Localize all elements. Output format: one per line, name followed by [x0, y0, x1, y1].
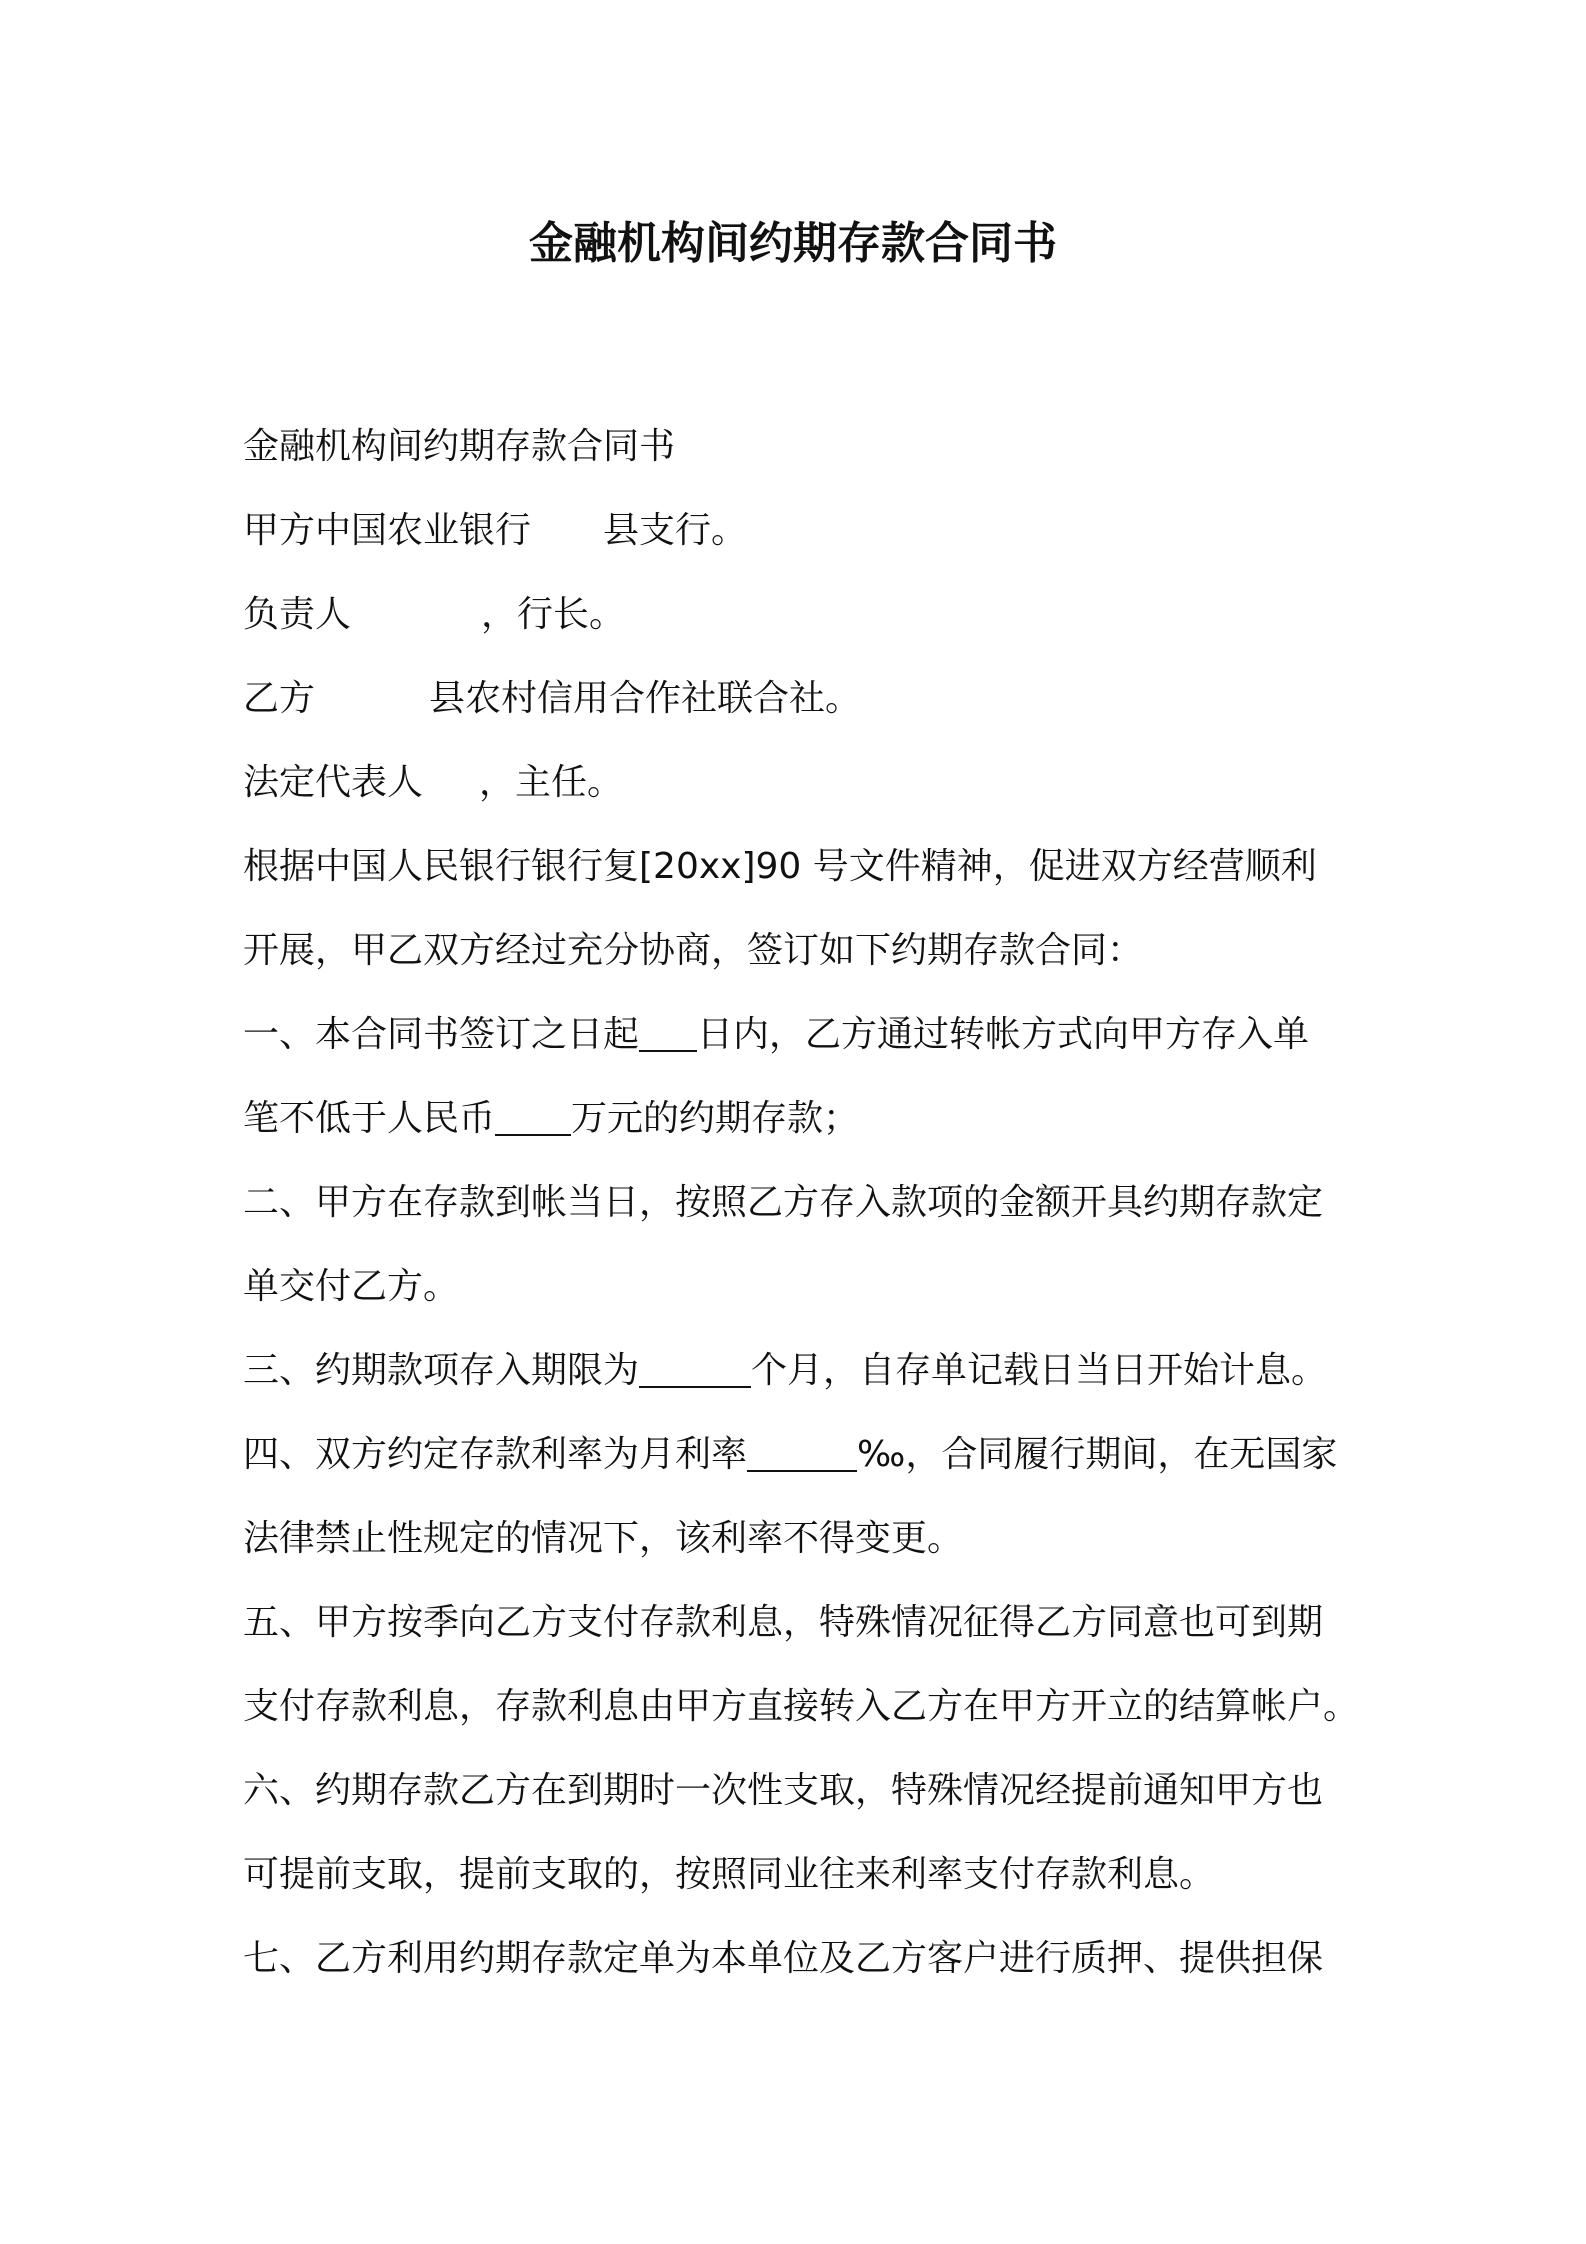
- party-b-name: 县农村信用合作社联合社。: [429, 678, 862, 719]
- clause-3-text-b: 个月，自存单记载日当日开始计息。: [751, 1350, 1328, 1391]
- months-blank: [639, 1346, 751, 1388]
- preamble-line-2: [243, 909, 1373, 993]
- party-a-head-title: ，行长。: [481, 594, 626, 635]
- party-a-bank: 甲方中国农业银行: [243, 510, 532, 551]
- document-body: [243, 405, 1373, 2001]
- party-b-rep-title: ，主任。: [479, 762, 624, 803]
- clause-6-line-2: [243, 1833, 1373, 1917]
- clause-2-line-2: [243, 1245, 1373, 1329]
- clause-1-text-b: 日内，乙方通过转帐方式向甲方存入单: [697, 1014, 1310, 1055]
- clause-2-line-1: [243, 1161, 1373, 1245]
- clause-5-line-2: [243, 1665, 1373, 1749]
- party-b-rep-line: [243, 741, 1373, 825]
- clause-4-line-2: [243, 1497, 1373, 1581]
- clause-7-line-1: [243, 1917, 1373, 2001]
- clause-6-line-1: [243, 1749, 1373, 1833]
- party-b-label: 乙方: [243, 678, 316, 719]
- preamble-text-2: 开展，甲乙双方经过充分协商，签订如下约期存款合同：: [243, 930, 1144, 971]
- clause-2-text-a: 二、甲方在存款到帐当日，按照乙方存入款项的金额开具约期存款定: [243, 1182, 1324, 1223]
- clause-5-text-b: 支付存款利息，存款利息由甲方直接转入乙方在甲方开立的结算帐户。: [243, 1686, 1360, 1727]
- party-a-head-label: 负责人: [243, 594, 352, 635]
- clause-4-text-a: 四、双方约定存款利率为月利率: [243, 1434, 748, 1475]
- paragraph-heading: [243, 405, 1373, 489]
- preamble-line-1: [243, 825, 1373, 909]
- party-b-rep-label: 法定代表人: [243, 762, 424, 803]
- clause-3-line: [243, 1329, 1373, 1413]
- party-b-line: [243, 657, 1373, 741]
- clause-1-line-1: [243, 993, 1373, 1077]
- clause-2-text-b: 单交付乙方。: [243, 1266, 460, 1307]
- amount-blank: [495, 1094, 571, 1136]
- party-a-line: [243, 489, 1373, 573]
- days-blank: [639, 1010, 697, 1052]
- party-a-branch: 县支行。: [603, 510, 748, 551]
- clause-6-text-a: 六、约期存款乙方在到期时一次性支取，特殊情况经提前通知甲方也: [243, 1770, 1324, 1811]
- clause-1-text-a: 一、本合同书签订之日起: [243, 1014, 640, 1055]
- clause-1-text-c: 笔不低于人民币: [243, 1098, 496, 1139]
- clause-1-text-d: 万元的约期存款；: [571, 1098, 860, 1139]
- clause-1-line-2: [243, 1077, 1373, 1161]
- clause-4-text-c: 法律禁止性规定的情况下，该利率不得变更。: [243, 1518, 964, 1559]
- clause-6-text-b: 可提前支取，提前支取的，按照同业往来利率支付存款利息。: [243, 1854, 1216, 1895]
- clause-4-text-b: ‰，合同履行期间，在无国家: [857, 1434, 1338, 1475]
- clause-7-text-a: 七、乙方利用约期存款定单为本单位及乙方客户进行质押、提供担保: [243, 1938, 1324, 1979]
- clause-3-text-a: 三、约期款项存入期限为: [243, 1350, 640, 1391]
- rate-blank: [747, 1430, 857, 1472]
- clause-5-text-a: 五、甲方按季向乙方支付存款利息，特殊情况征得乙方同意也可到期: [243, 1602, 1324, 1643]
- document-title: 金融机构间约期存款合同书: [529, 218, 1057, 269]
- heading-text: 金融机构间约期存款合同书: [243, 426, 676, 467]
- preamble-text-1: 根据中国人民银行银行复[20xx]90 号文件精神，促进双方经营顺利: [243, 846, 1317, 887]
- clause-5-line-1: [243, 1581, 1373, 1665]
- clause-4-line-1: [243, 1413, 1373, 1497]
- party-a-head-line: [243, 573, 1373, 657]
